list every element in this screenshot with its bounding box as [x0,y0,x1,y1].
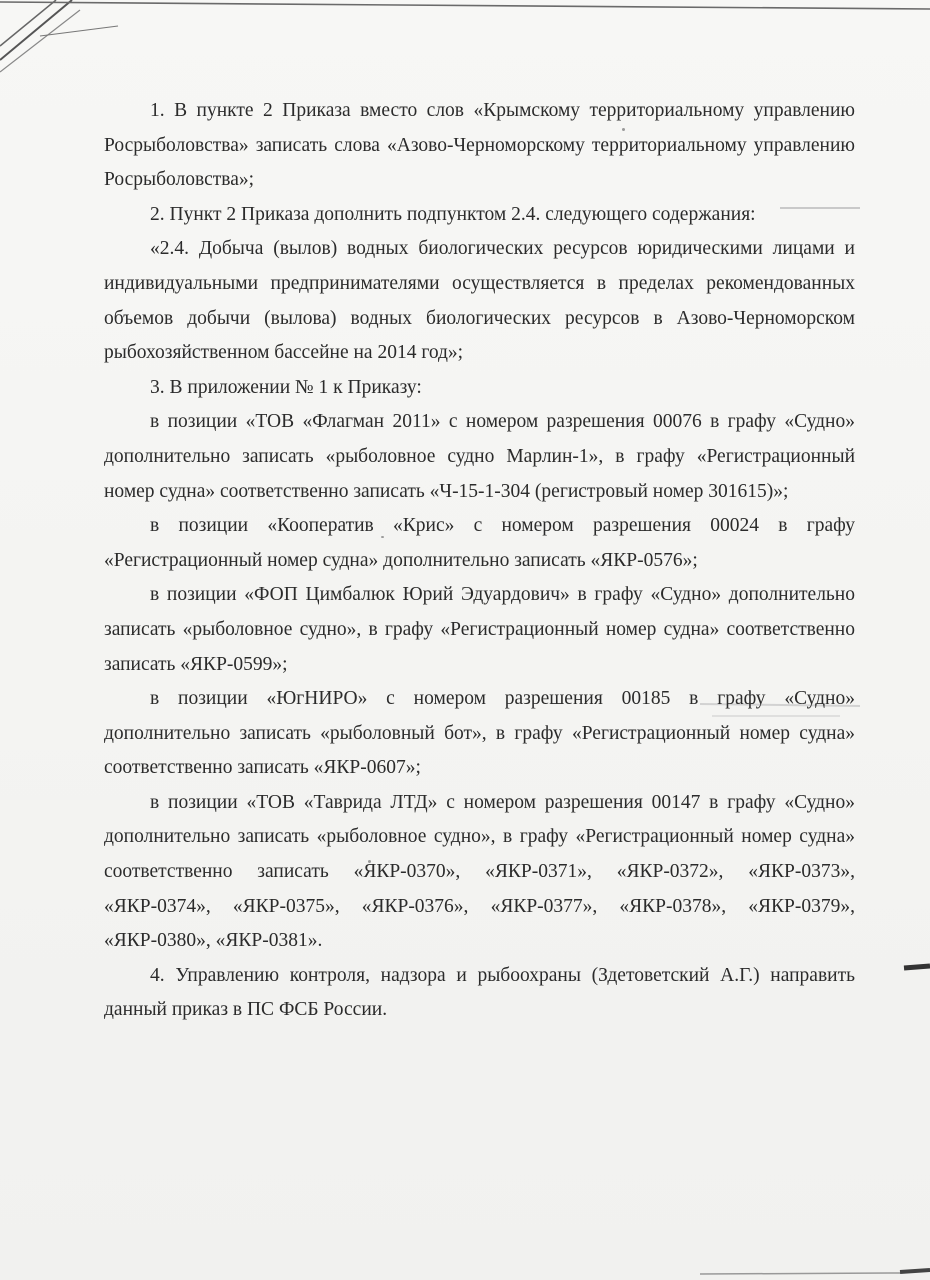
corner-fold-line [0,10,80,72]
corner-fold-line [0,0,56,46]
bottom-edge-line [700,1273,900,1274]
corner-fold-line [40,26,118,36]
top-edge-line [0,2,930,9]
paragraph-position-kris: в позиции «Кооператив «Крис» с номером разрешения 00024 в графу «Регистрационный номер судна» дополнительно записать «ЯКР-0576»; [104,515,855,571]
margin-mark [904,966,930,968]
paragraph-item-4: 4. Управлению контроля, надзора и рыбоохраны (Здетоветский А.Г.) направить данный приказ в ПС ФСБ России. [104,964,855,1021]
paragraph-position-tsimbalyuk: в позиции «ФОП Цимбалюк Юрий Эдуардович» в графу «Судно» дополнительно записать «рыболовное судно», в графу «Регистрационный номер судна» соответственно записать «ЯКР-0599»; [104,584,855,675]
paragraph-item-2: 2. Пункт 2 Приказа дополнить подпунктом 2.4. следующего содержания: [150,203,756,225]
paragraph-subclause-2-4: «2.4. Добыча (вылов) водных биологических ресурсов юридическими лицами и индивидуальными предпринимателями осуществляется в пределах рекомендованных объемов добычи (вылова) водных биологических ресурсов в Азово-Черноморском рыбохозяйственном бассейне на 2014 год»; [104,238,855,364]
paragraph-item-1: 1. В пункте 2 Приказа вместо слов «Крымскому территориальному управлению Росрыболовства» записать слова «Азово-Черноморскому территориальному управлению Росрыболовства»; [104,100,855,191]
paragraph-position-yugniro: в позиции «ЮгНИРО» с номером разрешения 00185 в графу «Судно» дополнительно записать «рыболовный бот», в графу «Регистрационный номер судна» соответственно записать «ЯКР-0607»; [104,688,855,779]
document-body [104,94,855,1028]
margin-mark [900,1270,930,1272]
paragraph-position-tavrida: в позиции «ТОВ «Таврида ЛТД» с номером разрешения 00147 в графу «Судно» дополнительно записать «рыболовное судно», в графу «Регистрационный номер судна» соответственно записать «ЯКР-0370», «ЯКР-0371», «ЯКР-0372», «ЯКР-0373», «ЯКР-0374», «ЯКР-0375», «ЯКР-0376», «ЯКР-0377», «ЯКР-0378», «ЯКР-0379», «ЯКР-0380», «ЯКР-0381». [104,791,855,952]
paragraph-position-flagman: в позиции «ТОВ «Флагман 2011» с номером разрешения 00076 в графу «Судно» дополнительно записать «рыболовное судно Марлин-1», в графу «Регистрационный номер судна» соответственно записать «Ч-15-1-304 (регистровый номер 301615)»; [104,411,855,502]
corner-fold-line [0,0,72,60]
paragraph-item-3: 3. В приложении № 1 к Приказу: [150,376,422,398]
